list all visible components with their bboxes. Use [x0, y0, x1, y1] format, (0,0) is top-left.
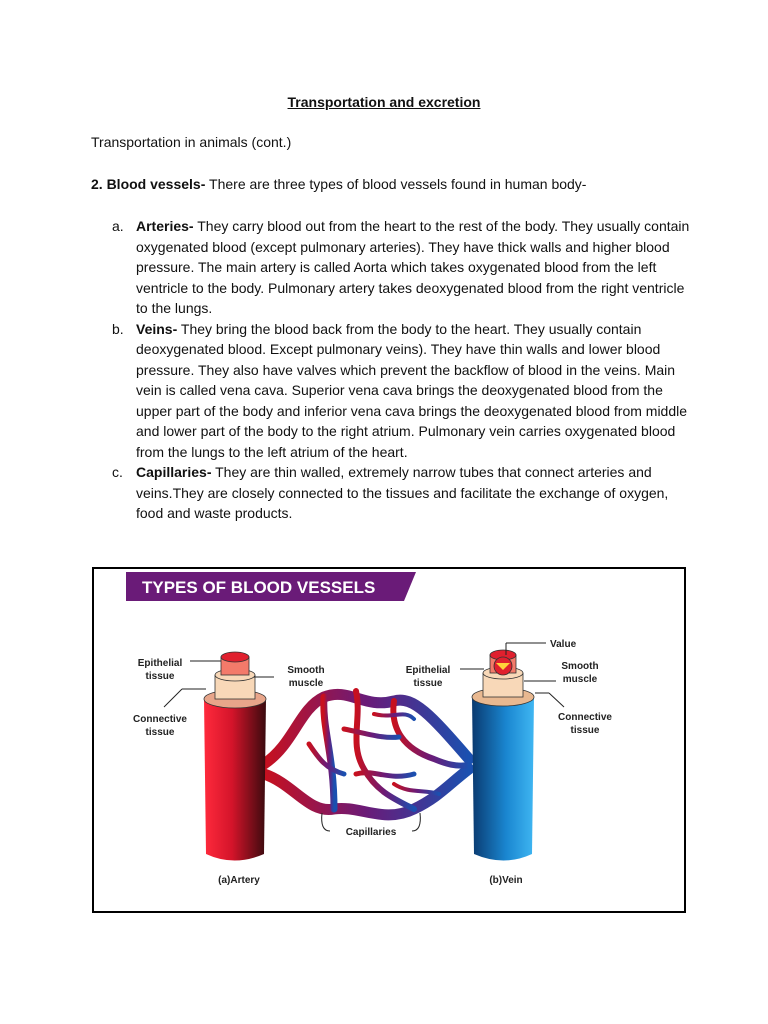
list-item-capillaries — [91, 462, 691, 524]
label-connective-right: Connective — [558, 712, 612, 723]
list-marker: c. — [112, 464, 123, 480]
label-value: Value — [550, 639, 577, 650]
section-label: 2. Blood vessels- — [91, 176, 206, 192]
list-item-veins — [91, 319, 691, 463]
label-connective-right-2: tissue — [570, 725, 600, 736]
list-marker: a. — [112, 218, 124, 234]
page-subtitle: Transportation in animals (cont.) — [91, 134, 292, 150]
list-term: Veins- — [136, 320, 178, 337]
list-text: They are thin walled, extremely narrow tubes that connect arteries and veins.They are closely connected to the tissues and facilitate the exchange of oxygen, food and waste products. — [136, 464, 669, 521]
blood-vessels-figure — [92, 567, 686, 913]
list-term: Arteries- — [136, 218, 194, 234]
capillary-network — [264, 691, 469, 815]
list-item-arteries — [91, 216, 691, 319]
banner-title: TYPES OF BLOOD VESSELS — [142, 578, 376, 597]
page-title: Transportation and excretion — [287, 94, 481, 110]
vein-illustration — [472, 650, 534, 861]
list-text: They bring the blood back from the body to the heart. They usually contain deoxygenated blood. Except pulmonary veins). They have thin walls and lower blood pressure. They also have valves which prevent the backflow of blood in the veins. Main vein is called vena cava. Superior vena cava brings the deoxygenated blood from the upper part of the body and inferior vena cava brings the deoxygenated blood from middle and lower part of the body to the right atrium. Pulmonary vein carries oxygenated blood from the lungs to the left atrium of the heart. — [136, 320, 688, 460]
label-epithelial-right-2: tissue — [413, 678, 443, 689]
label-connective-left: Connective — [133, 714, 187, 725]
label-smooth-right: Smooth — [561, 661, 599, 672]
label-connective-left-2: tissue — [145, 727, 175, 738]
label-vein: (b)Vein — [489, 875, 523, 886]
blood-vessels-diagram — [94, 569, 684, 911]
label-capillaries: Capillaries — [345, 827, 397, 838]
vessel-list — [91, 216, 691, 524]
label-smooth-left: Smooth — [287, 665, 325, 676]
label-smooth-left-2: muscle — [288, 678, 324, 689]
section-text: There are three types of blood vessels found in human body- — [205, 176, 587, 192]
section-intro — [91, 176, 586, 192]
label-artery: (a)Artery — [218, 875, 260, 886]
list-text: They carry blood out from the heart to the rest of the body. They usually contain oxygenated blood (except pulmonary arteries). They have thick walls and higher blood pressure. The main artery is called Aorta which takes oxygenated blood from the left ventricle to the body. Pulmonary artery takes deoxygenated blood from the right ventricle to the lungs. — [136, 218, 690, 316]
label-epithelial-right: Epithelial — [405, 665, 451, 676]
label-smooth-right-2: muscle — [562, 674, 598, 685]
artery-illustration — [204, 652, 266, 861]
label-epithelial-left: Epithelial — [137, 658, 183, 669]
list-marker: b. — [112, 320, 124, 337]
label-epithelial-left-2: tissue — [145, 671, 175, 682]
list-term: Capillaries- — [136, 464, 212, 480]
